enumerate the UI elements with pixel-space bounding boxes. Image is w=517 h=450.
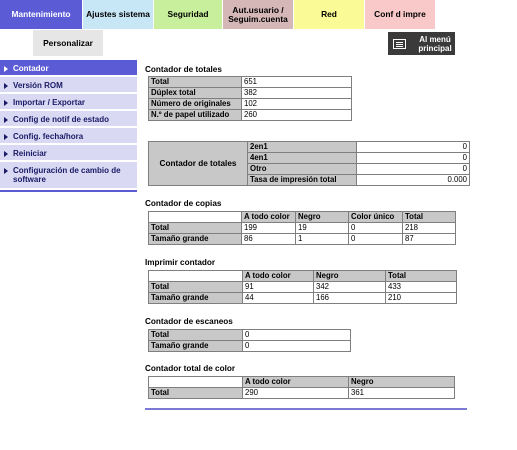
- table-row: 4en1 0: [149, 153, 470, 164]
- sidebar-item-config-fecha-hora[interactable]: Config. fecha/hora: [0, 128, 137, 145]
- sidebar-divider: [0, 190, 137, 192]
- sidebar: [0, 60, 137, 192]
- tab-label: Red: [321, 9, 337, 19]
- copy-counter-table: [148, 211, 456, 245]
- tab-label: Aut.usuario / Seguim.cuenta: [228, 4, 288, 24]
- combined-counter-table: [148, 141, 470, 186]
- print-counter-table: [148, 270, 457, 304]
- table-row: Número de originales 102: [149, 99, 352, 110]
- tab-seguridad[interactable]: [154, 0, 222, 29]
- tab-aut-usuario[interactable]: [223, 0, 293, 29]
- tab-label: Personalizar: [43, 38, 93, 48]
- color-total-counter-table: [148, 376, 455, 399]
- sidebar-item-config-notif-estado[interactable]: Config de notif de estado: [0, 111, 137, 128]
- sidebar-item-version-rom[interactable]: Versión ROM: [0, 77, 137, 94]
- table-row: A todo color Negro Color único Total: [149, 212, 456, 223]
- scan-counter-table: [148, 329, 351, 352]
- table-row: Tamaño grande 86 1 0 87: [149, 234, 456, 245]
- sidebar-item-contador[interactable]: Contador: [0, 60, 137, 77]
- table-row: Total 290 361: [149, 388, 455, 399]
- sidebar-item-reiniciar[interactable]: Reiniciar: [0, 145, 137, 162]
- table-row: A todo color Negro: [149, 377, 455, 388]
- tab-personalizar[interactable]: [33, 30, 103, 56]
- sidebar-item-importar-exportar[interactable]: Importar / Exportar: [0, 94, 137, 111]
- print-counter-title: Imprimir contador: [145, 258, 216, 267]
- table-row: Contador de totales 2en1 0: [149, 142, 470, 153]
- table-row: A todo color Negro Total: [149, 271, 457, 282]
- tab-label: Conf d impre: [374, 9, 426, 19]
- color-total-counter-title: Contador total de color: [145, 364, 236, 373]
- tab-label: Seguridad: [167, 9, 209, 19]
- tab-red[interactable]: [294, 0, 364, 29]
- table-row: Tamaño grande 44 166 210: [149, 293, 457, 304]
- main-menu-label: Al menú principal: [418, 34, 452, 53]
- table-row: N.º de papel utilizado 260: [149, 110, 352, 121]
- menu-icon: [393, 39, 406, 49]
- tab-mantenimiento[interactable]: [0, 0, 82, 29]
- sidebar-item-cambio-software[interactable]: Configuración de cambio de software: [0, 162, 137, 190]
- copy-counter-title: Contador de copias: [145, 199, 222, 208]
- scan-counter-title: Contador de escaneos: [145, 317, 233, 326]
- tab-label: Mantenimiento: [11, 9, 71, 19]
- tab-label: Ajustes sistema: [86, 9, 150, 19]
- table-row: Otro 0: [149, 164, 470, 175]
- tab-conf-impre[interactable]: [365, 0, 435, 29]
- table-row: Tamaño grande 0: [149, 341, 351, 352]
- total-counter-title: Contador de totales: [145, 65, 222, 74]
- table-row: Total 199 19 0 218: [149, 223, 456, 234]
- main-menu-button[interactable]: [388, 32, 455, 55]
- tab-ajustes-sistema[interactable]: [83, 0, 153, 29]
- table-row: Total 91 342 433: [149, 282, 457, 293]
- table-row: Tasa de impresión total 0.000: [149, 175, 470, 186]
- table-row: Total 0: [149, 330, 351, 341]
- content-divider: [145, 408, 467, 410]
- table-row: Total 651: [149, 77, 352, 88]
- total-counter-table: [148, 76, 352, 121]
- table-row: Dúplex total 382: [149, 88, 352, 99]
